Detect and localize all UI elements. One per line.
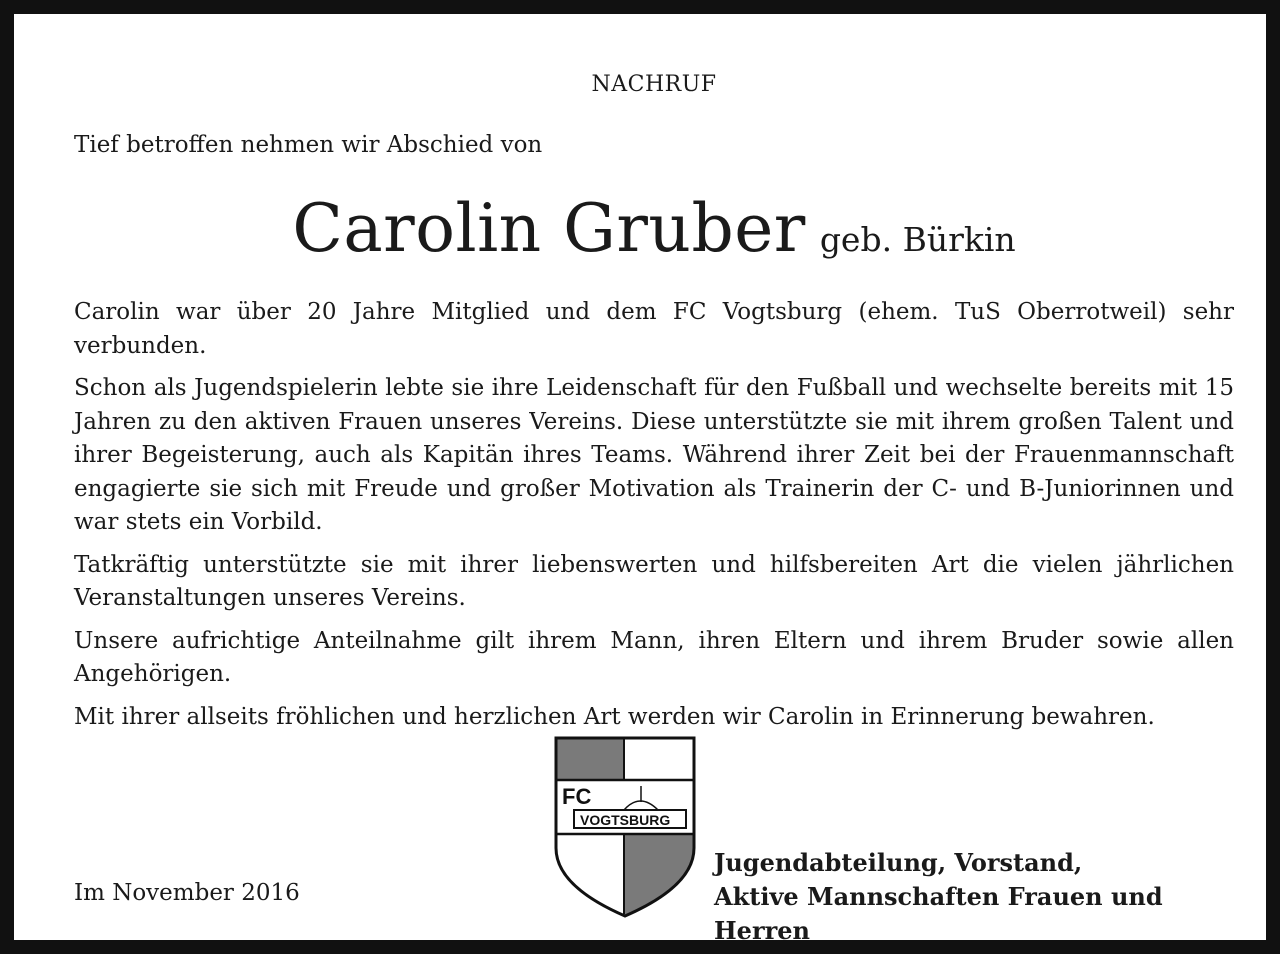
notice-body	[74, 296, 1234, 743]
crest-vogtsburg-text: VOGTSBURG	[580, 812, 671, 828]
deceased-name: Carolin Gruber	[292, 190, 806, 267]
paragraph-support: Tatkräftig unterstützte sie mit ihrer liebenswerten und hilfsbereiten Art die vielen jährlichen Veranstaltungen unseres Vereins.	[74, 551, 1234, 611]
name-line	[14, 190, 1280, 267]
signature-line-2: Aktive Mannschaften Frauen und Herren	[714, 882, 1163, 945]
notice-date: Im November 2016	[74, 880, 300, 906]
club-crest-logo	[554, 736, 696, 918]
intro-text: Tief betroffen nehmen wir Abschied von	[74, 132, 543, 158]
paragraph-remembrance: Mit ihrer allseits fröhlichen und herzlichen Art werden wir Carolin in Erinnerung bewahren.	[74, 703, 1155, 730]
notice-heading: NACHRUF	[591, 72, 717, 97]
maiden-name: geb. Bürkin	[819, 220, 1016, 259]
paragraph-career: Schon als Jugendspielerin lebte sie ihre Leidenschaft für den Fußball und wechselte bereits mit 15 Jahren zu den aktiven Frauen unseres Vereins. Diese unterstützte sie mit ihrem großen Talent und ihrer Begeisterung, auch als Kapitän ihres Teams. Während ihrer Zeit bei der Frauenmannschaft engagierte sie sich mit Freude und großer Motivation als Trainerin der C- und B-Juniorinnen und war stets ein Vorbild.	[74, 375, 1234, 535]
paragraph-condolences: Unsere aufrichtige Anteilnahme gilt ihrem Mann, ihren Eltern und ihrem Bruder sowie allen Angehörigen.	[74, 627, 1234, 687]
crest-fc-text: FC	[562, 784, 592, 809]
signature-line-1: Jugendabteilung, Vorstand,	[714, 848, 1083, 877]
paragraph-membership: Carolin war über 20 Jahre Mitglied und dem FC Vogtsburg (ehem. TuS Oberrotweil) sehr verbunden.	[74, 299, 1234, 359]
signature-block	[714, 846, 1266, 948]
